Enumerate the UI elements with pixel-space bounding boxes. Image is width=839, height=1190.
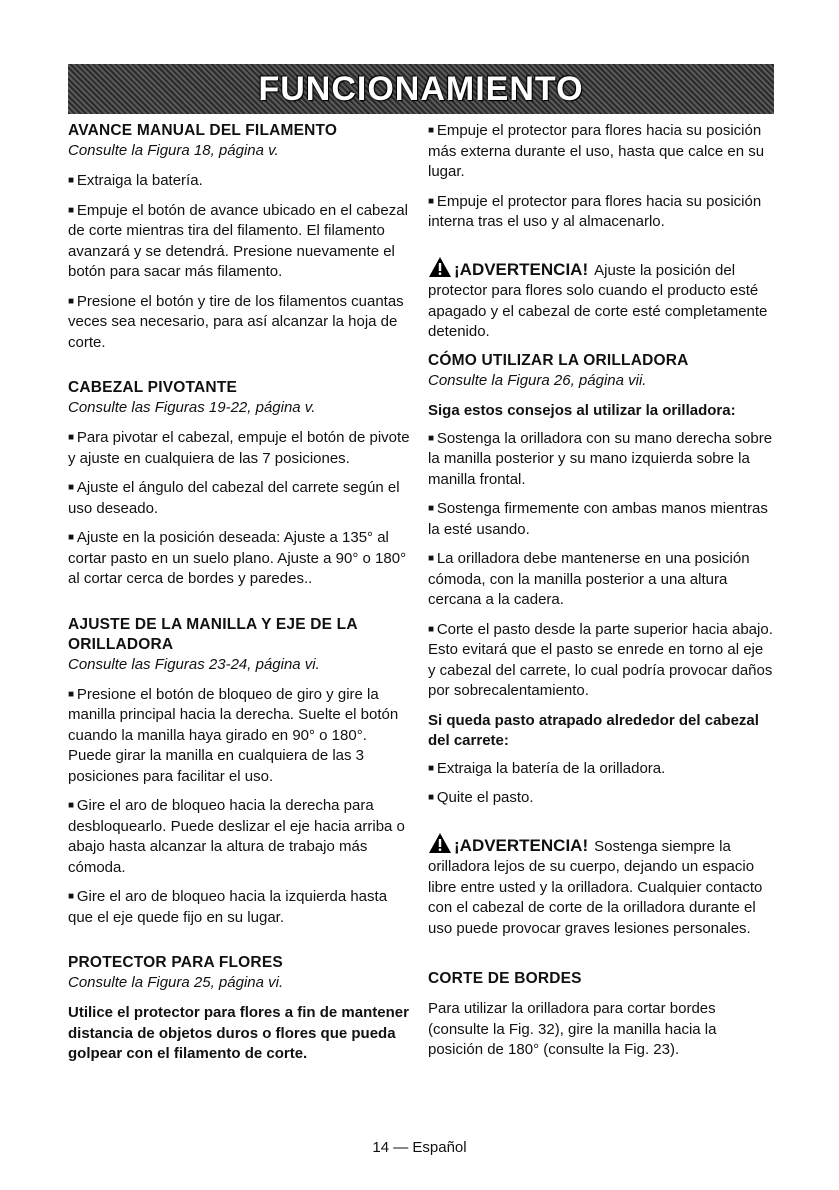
warning-title: ¡ADVERTENCIA! [454,259,589,279]
figure-reference: Consulte la Figura 18, página v. [68,142,279,159]
section-heading: AJUSTE DE LA MANILLA Y EJE DE LA ORILLADORA [68,615,358,653]
section-heading: CABEZAL PIVOTANTE [68,379,238,396]
figure-reference: Consulte la Figura 25, página vi. [68,974,284,991]
warning-text: Sostenga siempre la orilladora lejos de su cuerpo, dejando un espacio libre entre usted y la orilladora. Cualquier contacto con el cabezal de corte de la orilladora durante el uso puede provocar graves lesiones personales. [428,837,763,937]
left-column [68,121,413,1074]
bullet-item: ■ Presione el botón y tire de los filamentos cuantas veces sea necesario, para así alcanzar la hoja de corte. [68,292,413,354]
body-paragraph: Para utilizar la orilladora para cortar bordes (consulte la Fig. 32), gire la manilla hacia la posición de 180° (consulte la Fig. 23). [428,1000,717,1058]
warning-title: ¡ADVERTENCIA! [454,835,589,855]
bullet-item: ■ Ajuste en la posición deseada: Ajuste a 135° al cortar pasto en un suelo plano. Ajuste a 90° o 180° al cortar cerca de bordes y paredes.. [68,528,413,590]
bullet-item: ■ La orilladora debe mantenerse en una posición cómoda, con la manilla posterior a una altura cercana a la cadera. [428,549,774,611]
section-heading: CÓMO UTILIZAR LA ORILLADORA [428,351,689,369]
warning-triangle-icon [428,832,452,854]
warning-text: Ajuste la posición del protector para flores solo cuando el producto esté apagado y el cabezal de corte esté completamente detenido. [428,261,768,340]
right-column [428,121,774,1070]
figure-reference: Consulte la Figura 26, página vii. [428,371,647,389]
subheading: Si queda pasto atrapado alrededor del cabezal del carrete: [428,711,759,749]
bullet-item: ■ Para pivotar el cabezal, empuje el botón de pivote y ajuste en cualquiera de las 7 posiciones. [68,428,413,469]
bullet-item: ■ Extraiga la batería de la orilladora. [428,759,774,780]
section-heading: AVANCE MANUAL DEL FILAMENTO [68,122,338,139]
warning-triangle-icon [428,256,452,278]
bullet-item: ■ Presione el botón de bloqueo de giro y gire la manilla principal hacia la derecha. Suelte el botón cuando la manilla haya girado en 90° o 180°. Puede girar la manilla en cualquiera de las 3 posiciones para facilitar el uso. [68,685,413,788]
bullet-item: ■ Corte el pasto desde la parte superior hacia abajo. Esto evitará que el pasto se enrede en torno al eje y cabezal del carrete, lo cual podría provocar daños por sobrecalentamiento. [428,620,774,702]
section-heading: PROTECTOR PARA FLORES [68,954,283,971]
bullet-item: ■ Empuje el protector para flores hacia su posición interna tras el uso y al almacenarlo. [428,192,774,233]
bullet-item: ■ Quite el pasto. [428,788,774,809]
bullet-item: ■ Extraiga la batería. [68,171,413,192]
bullet-item: ■ Sostenga la orilladora con su mano derecha sobre la manilla posterior y su mano izquierda sobre la manilla frontal. [428,429,774,491]
bullet-item: ■ Empuje el protector para flores hacia su posición más externa durante el uso, hasta que calce en su lugar. [428,121,774,183]
figure-reference: Consulte las Figuras 19-22, página v. [68,399,316,416]
subheading: Siga estos consejos al utilizar la orilladora: [428,401,736,419]
banner-title: FUNCIONAMIENTO [258,69,584,108]
bullet-item: ■ Sostenga firmemente con ambas manos mientras la esté usando. [428,499,774,540]
section-heading: CORTE DE BORDES [428,970,582,987]
figure-reference: Consulte las Figuras 23-24, página vi. [68,655,320,673]
bullet-item: ■ Gire el aro de bloqueo hacia la izquierda hasta que el eje quede fijo en su lugar. [68,887,413,928]
bullet-item: ■ Ajuste el ángulo del cabezal del carrete según el uso deseado. [68,478,413,519]
page-footer: 14 — Español [372,1139,467,1156]
emphasis-paragraph: Utilice el protector para flores a fin de mantener distancia de objetos duros o flores que pueda golpear con el filamento de corte. [68,1004,409,1062]
bullet-item: ■ Gire el aro de bloqueo hacia la derecha para desbloquearlo. Puede deslizar el eje hacia arriba o abajo hasta alcanzar la altura de trabajo más cómoda. [68,796,413,878]
warning-block [428,832,774,940]
warning-block [428,256,774,343]
bullet-item: ■ Empuje el botón de avance ubicado en el cabezal de corte mientras tira del filamento. El filamento avanzará y se detendrá. Presione nuevamente el botón para sacar más filamento. [68,201,413,283]
section-banner [68,64,774,114]
